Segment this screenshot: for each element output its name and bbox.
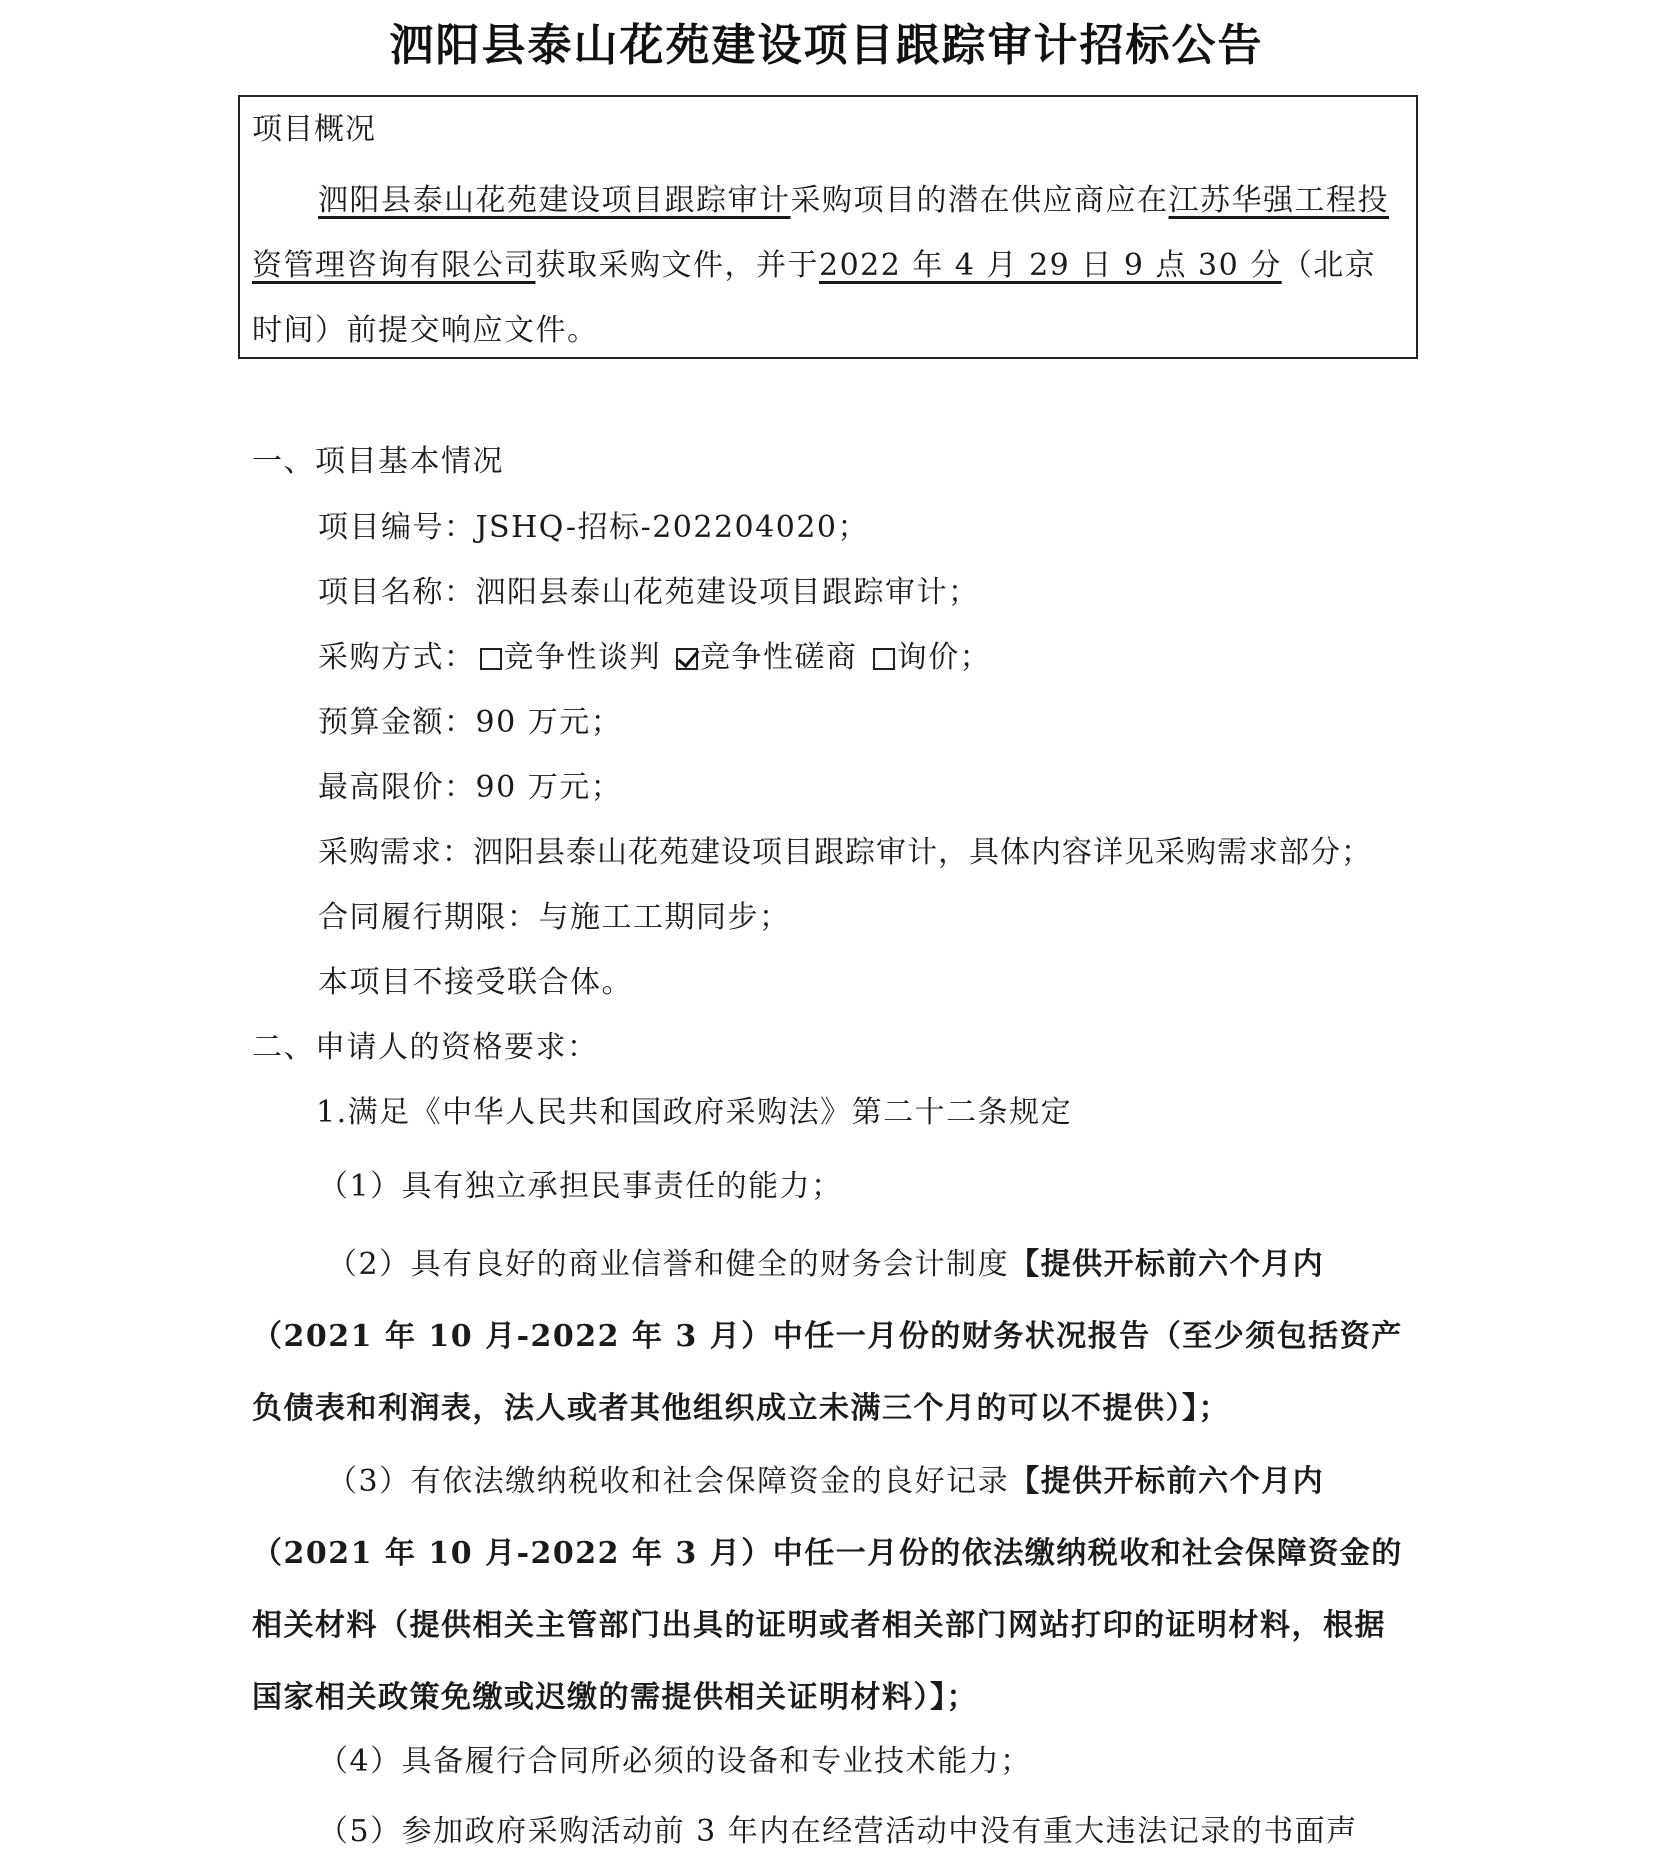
consortium-note: 本项目不接受联合体。 — [318, 965, 633, 1000]
checkbox-negotiation — [480, 648, 502, 670]
option-inquiry: 询价； — [896, 640, 992, 675]
procurement-method — [318, 638, 991, 678]
max-price: 最高限价：90 万元； — [318, 770, 623, 805]
requirement-sub-3-bracket: 【提供开标前六个月内（2021 年 10 月-2022 年 3 月）中任一月份的依法缴纳税收和社会保障资金的相关材料（提供相关主管部门出具的证明或者相关部门网站打印的证明材料，根据国家相关政策免缴或迟缴的需提供相关证明材料）】； — [252, 1464, 1403, 1715]
requirement-sub-3-text: （3）有依法缴纳税收和社会保障资金的良好记录 — [327, 1464, 1010, 1499]
checkbox-inquiry — [873, 648, 895, 670]
option-negotiation: 竞争性谈判 — [503, 640, 661, 675]
overview-agency: 江苏华强工程投资管理咨询有限公司 — [252, 183, 1389, 283]
overview-text-2: 获取采购文件，并于 — [535, 248, 819, 283]
section2-heading: 二、申请人的资格要求： — [252, 1030, 599, 1065]
checkbox-consultation — [676, 648, 698, 670]
overview-text-1: 采购项目的潜在供应商应在 — [790, 183, 1169, 218]
overview-project-name: 泗阳县泰山花苑建设项目跟踪审计 — [318, 183, 791, 218]
requirement-sub-2-text: （2）具有良好的商业信誉和健全的财务会计制度 — [327, 1247, 1010, 1282]
option-consultation: 竞争性磋商 — [700, 640, 858, 675]
requirement-sub-5: （5）参加政府采购活动前 3 年内在经营活动中没有重大违法记录的书面声 — [318, 1814, 1358, 1849]
requirement-sub-2 — [252, 1229, 1417, 1445]
contract-period: 合同履行期限：与施工工期同步； — [318, 900, 791, 935]
overview-heading: 项目概况 — [252, 112, 376, 147]
requirement-sub-4: （4）具备履行合同所必须的设备和专业技术能力； — [318, 1744, 1032, 1779]
procurement-requirement: 采购需求：泗阳县泰山花苑建设项目跟踪审计，具体内容详见采购需求部分； — [318, 835, 1372, 870]
requirement-sub-2-bracket: 【提供开标前六个月内（2021 年 10 月-2022 年 3 月）中任一月份的财务状况报告（至少须包括资产负债表和利润表，法人或者其他组织成立未满三个月的可以不提供）】； — [252, 1247, 1403, 1426]
page-title: 泗阳县泰山花苑建设项目跟踪审计招标公告 — [389, 20, 1264, 71]
overview-deadline: 2022 年 4 月 29 日 9 点 30 分 — [819, 248, 1282, 283]
requirement-item-1: 1.满足《中华人民共和国政府采购法》第二十二条规定 — [316, 1095, 1073, 1130]
project-number: 项目编号：JSHQ-招标-202204020； — [318, 510, 869, 545]
project-name: 项目名称：泗阳县泰山花苑建设项目跟踪审计； — [318, 575, 980, 610]
section1-heading: 一、项目基本情况 — [252, 444, 504, 479]
requirement-sub-3 — [252, 1446, 1417, 1734]
budget-amount: 预算金额：90 万元； — [318, 705, 623, 740]
overview-text-3: （北京时间）前提交响应文件。 — [252, 248, 1377, 348]
overview-body — [252, 168, 1407, 363]
requirement-sub-1: （1）具有独立承担民事责任的能力； — [318, 1169, 843, 1204]
procurement-method-label: 采购方式： — [318, 640, 476, 675]
